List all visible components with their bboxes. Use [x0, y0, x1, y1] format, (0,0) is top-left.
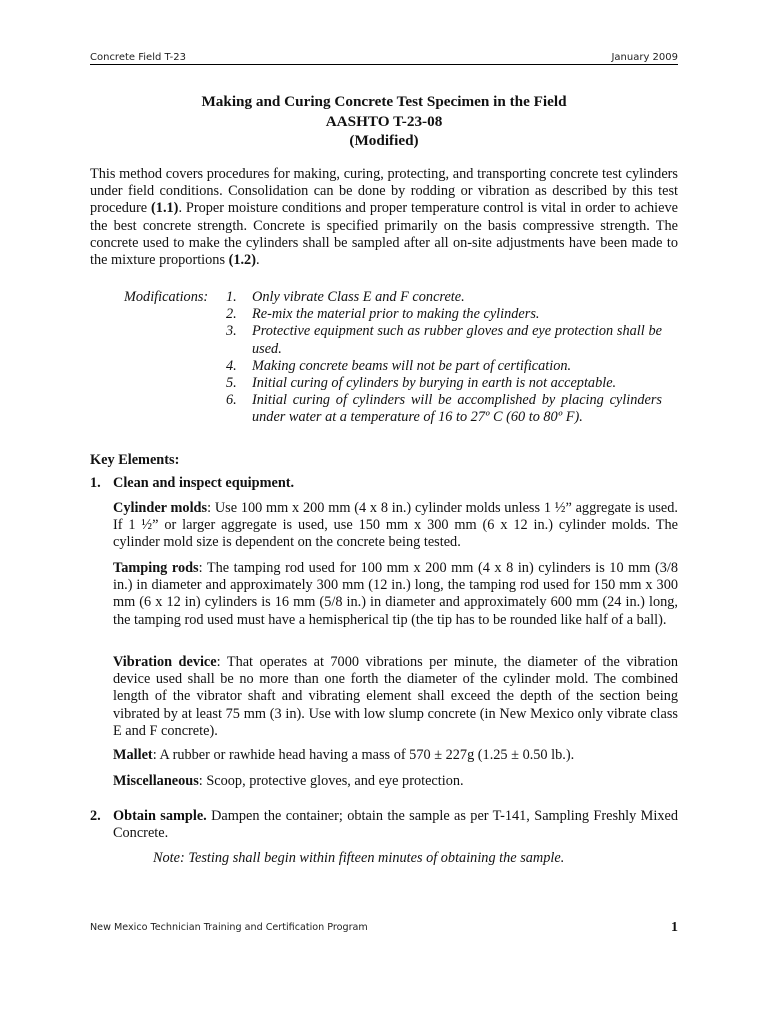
modifications-label: Modifications: — [124, 289, 209, 305]
intro-ref-1: (1.1) — [151, 200, 179, 217]
document-title — [90, 92, 678, 151]
header-left-text: Concrete Field T-23 — [90, 52, 187, 63]
modification-item: 5. Initial curing of cylinders by burying in earth is not acceptable. — [226, 375, 617, 392]
intro-text-1: This method covers procedures for making, curing, protecting, and transporting concrete test cylinders under field conditions. Consolidation can be done by rodding or vibration as described by this test procedure — [90, 166, 678, 217]
step-2-paragraph: Obtain sample. Dampen the container; obtain the sample as per T-141, Sampling Freshly Mixed Concrete. — [113, 808, 678, 842]
testing-note: Note: Testing shall begin within fifteen minutes of obtaining the sample. — [153, 850, 565, 866]
title-line-2: AASHTO T-23-08 — [325, 112, 443, 130]
footer-program: New Mexico Technician Training and Certification Program — [90, 922, 368, 933]
intro-text-2: . Proper moisture conditions and proper temperature control is vital in order to achieve the best concrete strength. Concrete is specified primarily on the basis compressive strength. The concrete used to make the cylinders shall be sampled after all on-site adjustments have been made to the mixture proportions — [90, 200, 678, 269]
vibration-device-label: Vibration device — [113, 654, 217, 670]
key-elements-heading: Key Elements: — [90, 452, 180, 468]
step-1-title: Clean and inspect equipment. — [113, 475, 295, 491]
miscellaneous-paragraph: Miscellaneous: Scoop, protective gloves, and eye protection. — [113, 773, 464, 789]
step-2-number: 2. — [90, 808, 101, 824]
header-date: January 2009 — [611, 52, 678, 63]
intro-text-3: . — [255, 252, 260, 269]
title-line-1: Making and Curing Concrete Test Specimen in the Field — [201, 93, 567, 110]
tamping-rods-paragraph: Tamping rods: The tamping rod used for 100 mm x 200 mm (4 x 8 in) cylinders is 10 mm (3/8 in.) in diameter and approximately 300 mm (12 in.) long, the tamping rod used for 150 mm x 300 mm (6 x 12 in) cylinders is 16 mm (5/8 in.) in diameter and approximately 600 mm (24 in.) long, the tamping rod used must have a hemispherical tip (the tip has to be rounded like half of a ball). — [113, 560, 678, 628]
mallet-label: Mallet — [113, 747, 153, 763]
cylinder-molds-label: Cylinder molds — [113, 500, 208, 516]
modification-item: 6. Initial curing of cylinders will be accomplished by placing cylinders under water at a temperature of 16 to 27º C (60 to 80º F). — [226, 392, 662, 426]
tamping-rods-label: Tamping rods — [113, 560, 199, 576]
title-line-3: (Modified) — [349, 132, 419, 149]
intro-paragraph — [90, 166, 678, 269]
cylinder-molds-paragraph: Cylinder molds: Use 100 mm x 200 mm (4 x 8 in.) cylinder molds unless 1 ½” aggregate is used. If 1 ½” or larger aggregate is used, use 150 mm x 300 mm (6 x 12 in.) cylinder molds. The cylinder mold size is dependent on the concrete being tested. — [113, 500, 679, 551]
modification-item: 1. Only vibrate Class E and F concrete. — [226, 289, 465, 305]
mallet-paragraph: Mallet: A rubber or rawhide head having a mass of 570 ± 227g (1.25 ± 0.50 lb.). — [113, 747, 575, 763]
modification-item: 2. Re-mix the material prior to making the cylinders. — [226, 306, 540, 323]
step-1-number: 1. — [90, 475, 101, 491]
modification-item: 4. Making concrete beams will not be part of certification. — [226, 357, 572, 374]
vibration-device-paragraph: Vibration device: That operates at 7000 vibrations per minute, the diameter of the vibration device used shall be no more than one forth the diameter of the cylinder mold. The combined length of the vibrator shaft and vibrating element shall exceed the depth of the section being vibrated by at least 75 mm (3 in). Use with low slump concrete (in New Mexico only vibrate class E and F concrete). — [113, 654, 678, 739]
modification-item: 3. Protective equipment such as rubber gloves and eye protection shall be used. — [226, 323, 662, 357]
header-rule — [90, 64, 678, 65]
page-number: 1 — [671, 920, 678, 935]
intro-ref-2: (1.2) — [228, 252, 256, 269]
miscellaneous-label: Miscellaneous — [113, 773, 199, 789]
step-2-title: Obtain sample. — [113, 808, 207, 824]
